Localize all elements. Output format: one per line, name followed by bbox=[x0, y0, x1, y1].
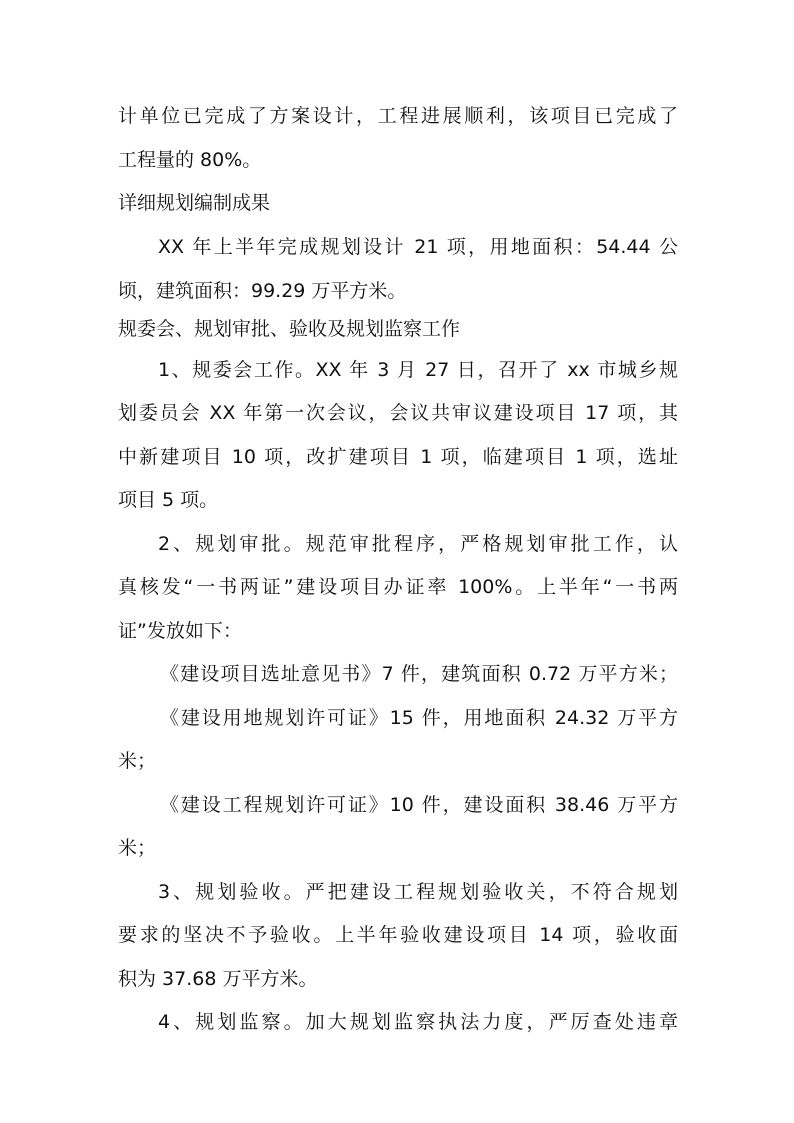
section-heading: 规委会、规划审批、验收及规划监察工作 bbox=[118, 318, 461, 340]
text-line: 米； bbox=[118, 750, 157, 772]
text-line: 中新建项目 10 项，改扩建项目 1 项，临建项目 1 项，选址 bbox=[118, 446, 678, 468]
text-line: 计单位已完成了方案设计，工程进展顺利，该项目已完成了 bbox=[118, 105, 678, 127]
text-line: 真核发“一书两证”建设项目办证率 100%。上半年“一书两 bbox=[118, 576, 678, 598]
text-line: 4、规划监察。加大规划监察执法力度，严厉查处违章 bbox=[158, 1011, 678, 1033]
text-line: 3、规划验收。严把建设工程规划验收关，不符合规划 bbox=[158, 881, 678, 903]
text-line: 要求的坚决不予验收。上半年验收建设项目 14 项，验收面 bbox=[118, 924, 678, 946]
text-line: 顷，建筑面积：99.29 万平方米。 bbox=[118, 280, 407, 302]
text-line: XX 年上半年完成规划设计 21 项，用地面积：54.44 公 bbox=[158, 236, 678, 258]
section-heading: 详细规划编制成果 bbox=[118, 192, 271, 214]
text-line: 工程量的 80%。 bbox=[118, 149, 262, 171]
text-line: 证”发放如下： bbox=[118, 620, 242, 642]
text-line: 1、规委会工作。XX 年 3 月 27 日，召开了 xx 市城乡规 bbox=[158, 359, 678, 381]
text-line: 《建设工程规划许可证》10 件，建设面积 38.46 万平方 bbox=[160, 794, 678, 816]
text-line: 划委员会 XX 年第一次会议，会议共审议建设项目 17 项，其 bbox=[118, 402, 678, 424]
text-line: 《建设项目选址意见书》7 件，建筑面积 0.72 万平方米； bbox=[160, 663, 678, 685]
text-line: 项目 5 项。 bbox=[118, 489, 219, 511]
text-line: 2、规划审批。规范审批程序，严格规划审批工作，认 bbox=[158, 533, 678, 555]
text-line: 积为 37.68 万平方米。 bbox=[118, 968, 318, 990]
text-line: 《建设用地规划许可证》15 件，用地面积 24.32 万平方 bbox=[160, 707, 678, 729]
text-line: 米； bbox=[118, 837, 157, 859]
